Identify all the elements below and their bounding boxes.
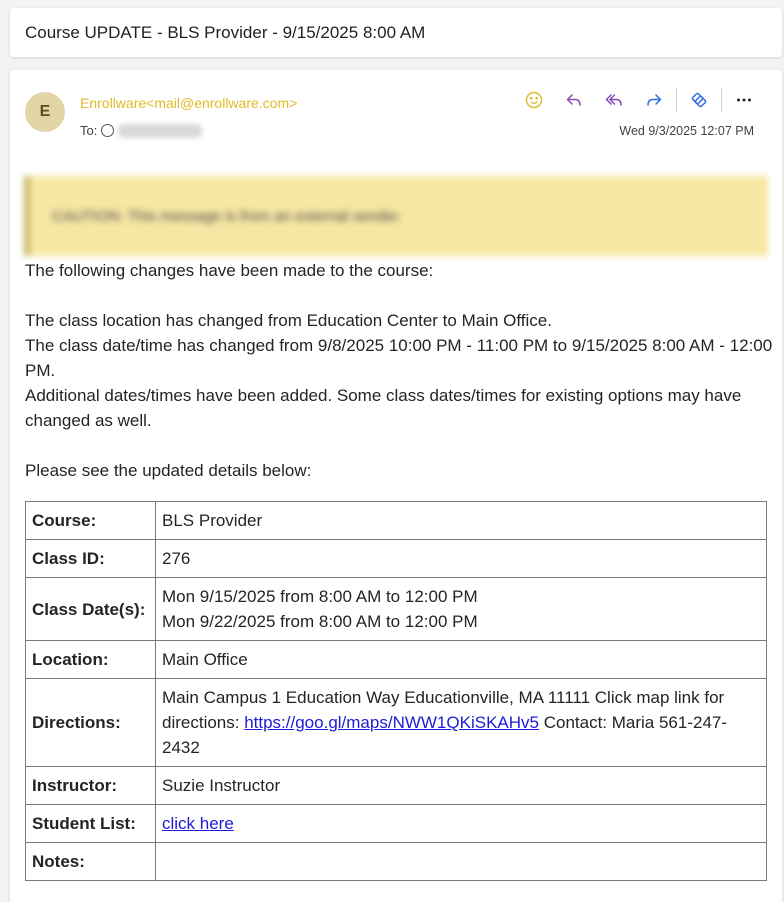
message-date: Wed 9/3/2025 12:07 PM — [619, 124, 754, 138]
directions-label: Directions: — [26, 679, 156, 767]
actions-divider-2 — [721, 88, 722, 112]
table-row — [26, 805, 767, 843]
class-id-label: Class ID: — [26, 540, 156, 578]
class-dates-value — [156, 578, 767, 641]
location-label: Location: — [26, 641, 156, 679]
actions-divider — [676, 88, 677, 112]
forward-button[interactable] — [634, 86, 674, 114]
message-card — [10, 70, 782, 902]
notes-value — [156, 843, 767, 881]
email-subject: Course UPDATE - BLS Provider - 9/15/2025 8:00 AM — [25, 22, 426, 42]
notes-label: Notes: — [26, 843, 156, 881]
student-list-link[interactable]: click here — [162, 814, 234, 833]
emoji-reaction-button[interactable] — [514, 86, 554, 114]
external-sender-banner — [24, 176, 768, 256]
smiley-icon — [524, 90, 544, 110]
sender-avatar[interactable]: E — [25, 92, 65, 132]
course-details-table — [25, 501, 767, 881]
table-row — [26, 578, 767, 641]
message-actions — [514, 86, 764, 114]
class-id-value: 276 — [156, 540, 767, 578]
course-label: Course: — [26, 502, 156, 540]
map-link[interactable]: https://goo.gl/maps/NWW1QKiSKAHv5 — [244, 713, 539, 732]
subject-bar — [10, 8, 782, 57]
directions-value — [156, 679, 767, 767]
change-location-text: The class location has changed from Education Center to Main Office. — [25, 311, 552, 330]
loop-icon — [689, 90, 709, 110]
change-additional-text: Additional dates/times have been added. Some class dates/times for existing options may have changed as well. — [25, 386, 742, 430]
sender-name[interactable]: Enrollware<mail@enrollware.com> — [80, 95, 298, 111]
message-body — [25, 258, 777, 483]
intro-text: The following changes have been made to the course: — [25, 261, 434, 280]
reply-all-icon — [604, 90, 624, 110]
to-label: To: — [80, 123, 98, 138]
reply-icon — [564, 90, 584, 110]
reply-all-button[interactable] — [594, 86, 634, 114]
class-date-2: Mon 9/22/2025 from 8:00 AM to 12:00 PM — [162, 612, 478, 631]
table-row — [26, 767, 767, 805]
more-actions-button[interactable] — [724, 86, 764, 114]
loop-button[interactable] — [679, 86, 719, 114]
class-dates-label: Class Date(s): — [26, 578, 156, 641]
location-value: Main Office — [156, 641, 767, 679]
student-list-label: Student List: — [26, 805, 156, 843]
change-datetime-text: The class date/time has changed from 9/8/2025 10:00 PM - 11:00 PM to 9/15/2025 8:00 AM - 12:00 PM. — [25, 336, 773, 380]
table-row — [26, 679, 767, 767]
student-list-value — [156, 805, 767, 843]
more-icon — [734, 90, 754, 110]
see-details-text: Please see the updated details below: — [25, 461, 312, 480]
recipient-redacted[interactable] — [118, 124, 202, 138]
reply-button[interactable] — [554, 86, 594, 114]
directions-prefix: Main Campus 1 Education Way Educationville, MA 11111 Click map link for directions: — [162, 688, 725, 732]
forward-icon — [644, 90, 664, 110]
to-line — [80, 123, 202, 138]
directions-suffix: Contact: Maria 561-247-2432 — [162, 713, 728, 757]
table-row — [26, 641, 767, 679]
instructor-label: Instructor: — [26, 767, 156, 805]
instructor-value: Suzie Instructor — [156, 767, 767, 805]
class-date-1: Mon 9/15/2025 from 8:00 AM to 12:00 PM — [162, 587, 478, 606]
table-row — [26, 540, 767, 578]
table-row — [26, 502, 767, 540]
presence-icon — [101, 124, 114, 137]
caution-text: CAUTION: This message is from an external sender. — [52, 207, 402, 225]
course-value: BLS Provider — [156, 502, 767, 540]
table-row — [26, 843, 767, 881]
